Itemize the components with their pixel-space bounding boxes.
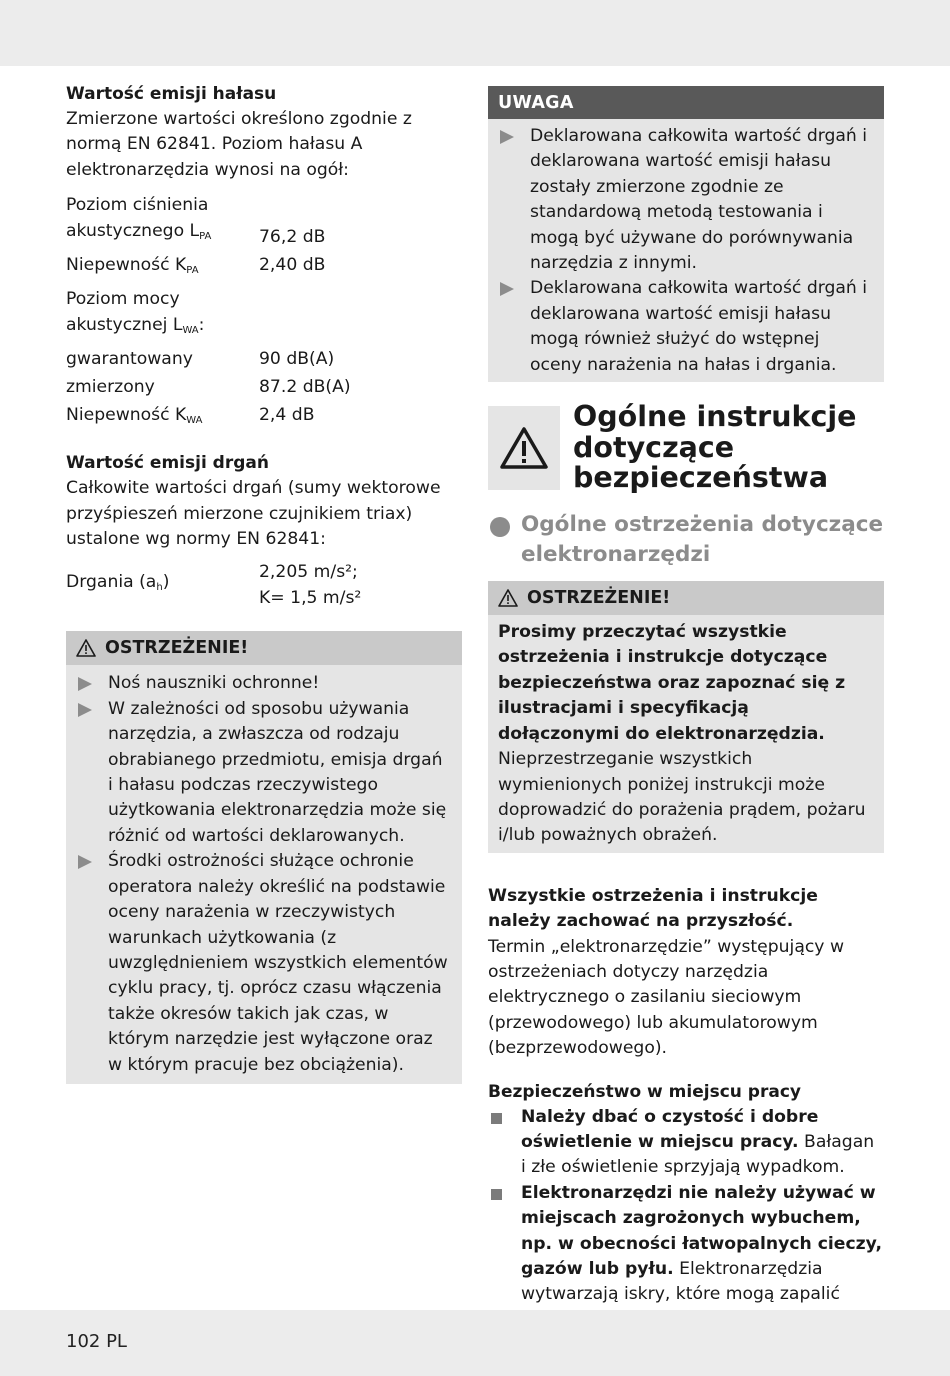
table-row — [66, 285, 351, 345]
workplace-list — [488, 1105, 884, 1334]
square-bullet-icon — [491, 1113, 502, 1124]
row-label — [66, 558, 259, 612]
warning-box-title: OSTRZEŻENIE! — [527, 588, 671, 609]
page-number: 102 PL — [66, 1331, 127, 1352]
list-item-text: Środki ostrożności służące ochronie operatora należy określić na podstawie oceny narażenia w rzeczywistych warunkach użytkowania (z uwzględnieniem wszystkich elementów cyklu pracy, tj. oprócz czasu włączenia także okresów takich jak czas, w którym narzędzie jest wyłączone oraz w którym pracuje bez obciążenia). — [108, 851, 448, 1075]
note-box-header — [488, 86, 884, 119]
note-box-title: UWAGA — [498, 92, 574, 113]
row-value: 87.2 dB(A) — [259, 377, 351, 398]
table-row — [66, 401, 351, 435]
noise-table — [66, 191, 351, 435]
row-value: 90 dB(A) — [259, 349, 335, 370]
row-value: 2,4 dB — [259, 405, 315, 426]
list-item — [76, 697, 452, 849]
vibration-table — [66, 558, 361, 612]
row-value-line: K= 1,5 m/s² — [259, 588, 362, 609]
list-item-bold: Należy dbać o czystość i dobre oświetlenie w miejscu pracy. — [521, 1106, 819, 1152]
noise-intro: Zmierzone wartości określono zgodnie z normą EN 62841. Poziom hałasu A elektronarzędzia wynosi na ogół: — [66, 109, 412, 180]
note-list — [498, 124, 874, 378]
list-item — [76, 849, 452, 1078]
row-label-sub: h — [156, 582, 163, 594]
warning-box-body — [66, 665, 462, 1084]
right-column — [488, 86, 884, 1333]
list-item-text: Deklarowana całkowita wartość drgań i deklarowana wartość emisji hałasu zostały zmierzone zgodnie ze standardową metodą testowania i mogą być używane do porównywania narzędzia z innymi. — [530, 126, 868, 274]
row-label-suffix: : — [198, 315, 205, 336]
arrow-bullet-icon — [500, 130, 514, 144]
warning-text: Nieprzestrzeganie wszystkich wymienionych poniżej instrukcji może doprowadzić do porażenia prądem, pożaru i/lub poważnych obrażeń. — [498, 749, 866, 846]
row-label-end: ) — [162, 572, 170, 593]
row-label: gwarantowany — [66, 349, 193, 370]
warning-bold-text: Prosimy przeczytać wszystkie ostrzeżenia i instrukcje dotyczące bezpieczeństwa oraz zapoznać się z ilustracjami i specyfikacją dołączonymi do elektronarzędzia. — [498, 622, 846, 744]
warning-triangle-icon — [499, 426, 549, 470]
row-label-sub: PA — [199, 231, 212, 243]
row-label: Poziom ciśnienia — [66, 195, 209, 216]
row-label — [66, 312, 259, 344]
list-item-text: Elektronarzędzia wytwarzają iskry, które mogą zapalić — [521, 1259, 840, 1305]
row-label: zmierzony — [66, 377, 155, 398]
workplace-section — [488, 1080, 884, 1334]
subsection-title-block — [488, 510, 884, 572]
arrow-bullet-icon — [78, 855, 92, 869]
table-row — [66, 345, 351, 373]
keep-instructions — [488, 884, 884, 1062]
warning-list — [76, 671, 452, 1078]
noise-heading: Wartość emisji hałasu — [66, 84, 277, 104]
note-box-body — [488, 119, 884, 382]
row-value-line: 2,205 m/s²; — [259, 562, 358, 583]
left-column — [66, 82, 462, 1084]
safety-icon-box — [488, 406, 560, 490]
warning-box-header — [488, 581, 884, 615]
warning-triangle-icon — [498, 589, 518, 607]
row-label-text: akustycznego L — [66, 221, 200, 242]
list-item — [498, 276, 874, 378]
row-value — [259, 558, 361, 612]
row-label — [66, 401, 259, 435]
list-item-text: W zależności od sposobu używania narzędzia, a zwłaszcza od rodzaju obrabianego przedmiotu, emisja drgań i hałasu podczas rzeczywistego użytkowania elektronarzędzia może się różnić od wartości deklarowanych. — [108, 698, 447, 846]
row-label-sub: WA — [186, 415, 203, 427]
warning-box — [488, 581, 884, 853]
subsection-title: Ogólne ostrzeżenia dotyczące elektronarzędzi — [521, 512, 884, 568]
square-bullet-icon — [491, 1189, 502, 1200]
list-item — [76, 671, 452, 696]
keep-heading: Wszystkie ostrzeżenia i instrukcje należy zachować na przyszłość. — [488, 885, 818, 932]
row-label: Poziom mocy — [66, 289, 180, 310]
list-item-text: Deklarowana całkowita wartość drgań i deklarowana wartość emisji hałasu mogą również służyć do wstępnej oceny narażenia na hałas i drgania. — [530, 278, 868, 375]
arrow-bullet-icon — [78, 703, 92, 717]
warning-box-title: OSTRZEŻENIE! — [105, 638, 249, 659]
row-value — [259, 285, 351, 345]
list-item — [488, 1105, 884, 1181]
row-label-text: Niepewność K — [66, 255, 187, 276]
row-label-sub: WA — [182, 325, 199, 337]
row-value: 76,2 dB — [259, 227, 326, 248]
list-item-text: Bałagan i złe oświetlenie sprzyjają wypadkom. — [521, 1131, 875, 1178]
row-label-text: Niepewność K — [66, 405, 187, 426]
arrow-bullet-icon — [78, 677, 92, 691]
table-row — [66, 558, 361, 612]
row-label-text: akustycznej L — [66, 315, 183, 336]
vibration-intro: Całkowite wartości drgań (sumy wektorowe przyśpieszeń mierzone czujnikiem triax) ustalone wg normy EN 62841: — [66, 478, 441, 550]
footer-band — [0, 1310, 950, 1376]
table-row — [66, 251, 351, 285]
list-item-bold: Elektronarzędzi nie należy używać w miejscach zagrożonych wybuchem, np. w obecności łatwopalnych cieczy, gazów lub pyłu. — [521, 1182, 883, 1279]
header-band — [0, 0, 950, 66]
section-title-block — [488, 400, 884, 498]
row-label-sub: PA — [186, 265, 199, 277]
note-box — [488, 86, 884, 382]
list-item — [498, 124, 874, 276]
warning-box-body — [488, 615, 884, 853]
row-label — [66, 218, 259, 250]
warning-triangle-icon — [76, 639, 96, 657]
table-row — [66, 191, 351, 251]
workplace-heading: Bezpieczeństwo w miejscu pracy — [488, 1081, 801, 1102]
page-title: Ogólne instrukcje dotyczące bezpieczeństwa — [573, 400, 857, 495]
table-row — [66, 373, 351, 401]
vibration-heading: Wartość emisji drgań — [66, 453, 269, 474]
warning-box — [66, 631, 462, 1084]
warning-box-header — [66, 631, 462, 665]
row-value: 2,40 dB — [259, 255, 326, 276]
arrow-bullet-icon — [500, 282, 514, 296]
circle-bullet-icon — [490, 517, 510, 537]
list-item-text: Noś nauszniki ochronne! — [108, 673, 320, 694]
row-label — [66, 251, 259, 285]
row-label-text: Drgania (a — [66, 572, 157, 593]
keep-text: Termin „elektronarzędzie” występujący w ostrzeżeniach dotyczy narzędzia elektrycznego o zasilaniu sieciowym (przewodowego) lub akumulatorowym (bezprzewodowego). — [488, 936, 845, 1059]
